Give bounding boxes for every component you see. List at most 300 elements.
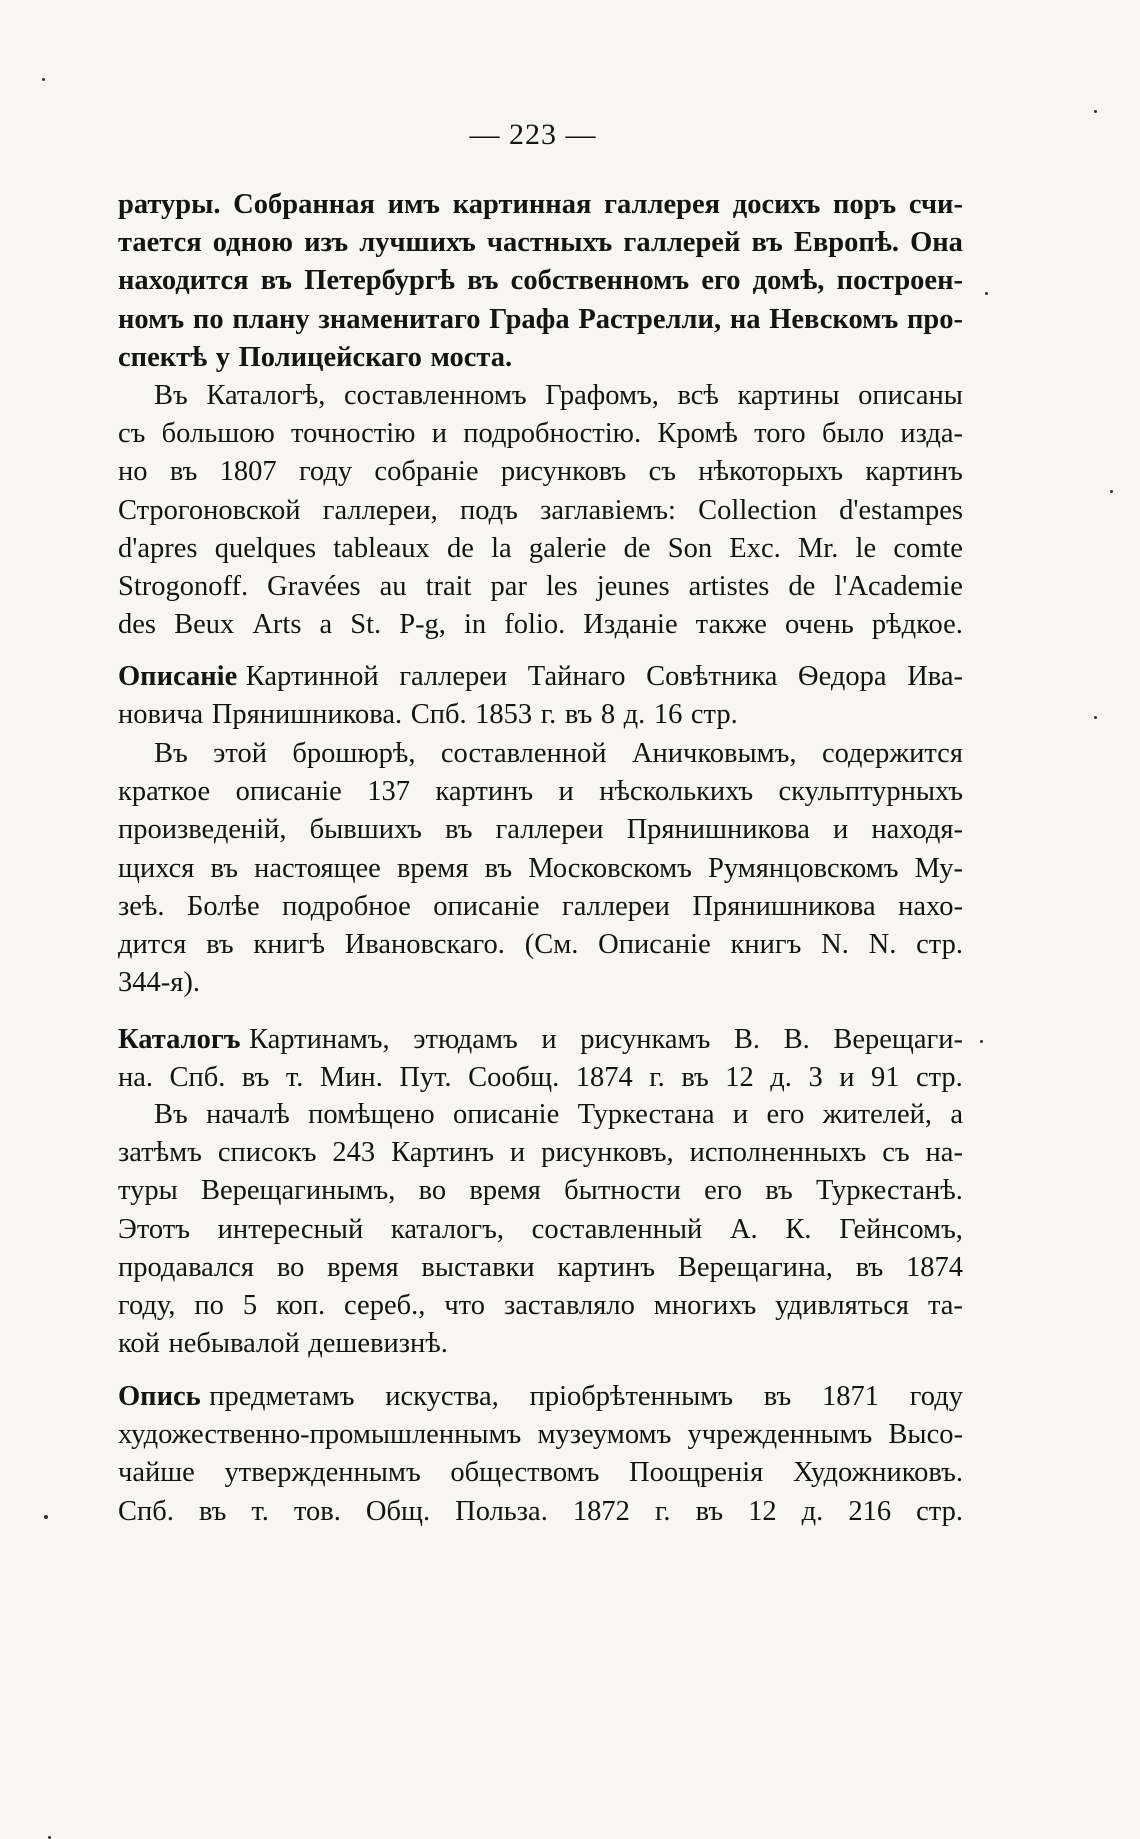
word: Му-	[914, 852, 963, 884]
word: затѣмъ	[118, 1137, 202, 1169]
word: книгѣ	[253, 928, 325, 960]
word: a	[319, 609, 333, 641]
word: время	[469, 1175, 541, 1207]
word: одною	[212, 227, 294, 259]
page-number: — 223 —	[469, 118, 597, 151]
word: скульптурныхъ	[778, 776, 963, 808]
word: знаменитаго	[318, 303, 481, 335]
text-line	[118, 773, 963, 811]
word: 1807	[219, 456, 277, 488]
text-line	[118, 1172, 963, 1210]
word: Невскомъ	[769, 303, 899, 335]
word: описаніе	[235, 776, 342, 808]
word: помѣщено	[308, 1099, 435, 1130]
word: въ	[855, 1251, 884, 1283]
word: дешевизнѣ.	[308, 1328, 448, 1360]
word: quelques	[214, 532, 317, 564]
word: очень	[785, 609, 854, 641]
word: Высо-	[888, 1419, 963, 1451]
word: во	[276, 1251, 305, 1283]
word: г.	[540, 699, 557, 731]
word: и	[732, 1099, 749, 1130]
word: Художниковъ.	[792, 1457, 963, 1489]
word: le	[855, 532, 877, 564]
word: также	[695, 609, 767, 641]
word: Сообщ.	[468, 1062, 560, 1094]
word: folio.	[504, 609, 566, 641]
word: Общ.	[365, 1495, 431, 1527]
word: выставки	[421, 1251, 535, 1283]
word: построен-	[836, 265, 963, 297]
word: 1874	[905, 1251, 963, 1283]
word: Картинной	[245, 661, 379, 692]
word: стр.	[690, 699, 738, 731]
word: 8	[600, 699, 616, 731]
text-line	[118, 377, 963, 415]
word: искуства,	[385, 1381, 499, 1412]
bibliography-entry-opisanie	[118, 658, 963, 734]
entry-title-line	[209, 1378, 963, 1416]
word: т.	[251, 1495, 269, 1527]
word: зеѣ.	[118, 890, 165, 922]
word: учрежденнымъ	[687, 1419, 873, 1451]
word: Туркестанѣ.	[815, 1175, 963, 1207]
word: de	[788, 570, 816, 602]
text-line	[118, 735, 963, 773]
word: Каталогѣ,	[206, 380, 326, 411]
word: собственномъ	[510, 265, 690, 297]
text-line	[118, 811, 963, 849]
word: Прянишникова	[692, 890, 876, 922]
word: имъ	[387, 189, 441, 220]
word: Болѣе	[187, 890, 260, 922]
word: подробностію.	[463, 418, 642, 450]
word: Поощренія	[629, 1457, 764, 1489]
word: нѣкоторыхъ	[698, 456, 843, 488]
bibliography-entry-opis	[118, 1378, 963, 1531]
entry-heading-line	[118, 1378, 963, 1416]
text-line	[118, 1096, 963, 1134]
word: Гейнсомъ,	[839, 1213, 963, 1245]
text-line	[118, 1416, 963, 1454]
word: Въ	[154, 1099, 188, 1130]
text-line	[118, 301, 963, 339]
word: щихся	[118, 852, 195, 884]
word: время	[396, 852, 469, 884]
word: Son	[667, 532, 713, 564]
word: сереб.,	[344, 1289, 426, 1321]
word: В.	[733, 1024, 761, 1055]
word: Московскомъ	[528, 852, 692, 884]
word: году	[298, 456, 353, 488]
word: жителей,	[822, 1099, 933, 1130]
word: чайше	[118, 1457, 195, 1489]
word: съ	[648, 456, 676, 488]
word: этюдамъ	[413, 1024, 518, 1055]
word: спектѣ	[118, 341, 208, 373]
word: N.	[821, 928, 849, 960]
word: т.	[285, 1062, 304, 1094]
scan-speck	[1094, 110, 1097, 113]
word: большою	[161, 418, 275, 450]
word: новича	[118, 699, 204, 731]
word: номъ	[118, 303, 185, 335]
word: Румянцовскомъ	[708, 852, 899, 884]
text-line	[118, 415, 963, 453]
scan-speck	[985, 292, 988, 295]
word: N.	[868, 928, 897, 960]
word: les	[546, 570, 578, 602]
word: утвержденнымъ	[224, 1457, 421, 1489]
word: Exc.	[729, 532, 781, 564]
word: Картинамъ,	[249, 1024, 390, 1055]
word: книгъ	[730, 928, 802, 960]
word: небывалой	[168, 1328, 300, 1360]
word: картинъ	[557, 1251, 656, 1283]
word: Растрелли,	[578, 303, 722, 335]
word: Ѳедора	[798, 661, 887, 692]
word: но	[118, 456, 148, 488]
word: 3	[808, 1062, 823, 1094]
word: д.	[801, 1495, 824, 1527]
word: находится	[118, 265, 249, 297]
word: 137	[367, 776, 410, 808]
word: de	[623, 532, 651, 564]
word: заглавіемъ:	[540, 494, 676, 526]
word: Ива-	[907, 661, 963, 692]
word: artistes	[688, 570, 770, 602]
text-line	[118, 339, 963, 377]
word: галлереи,	[322, 494, 438, 526]
word: Gravées	[267, 570, 361, 602]
entry-heading-line	[118, 658, 963, 696]
word: продавался	[118, 1251, 255, 1283]
word: картинъ	[435, 776, 534, 808]
word: составленной	[440, 738, 607, 769]
word: Мин.	[319, 1062, 383, 1094]
word: изда-	[900, 418, 963, 450]
word: д.	[770, 1062, 792, 1094]
text-line	[118, 850, 963, 888]
word: по	[194, 1289, 224, 1321]
word: картины	[737, 380, 840, 411]
entry-heading-line	[118, 1021, 963, 1059]
word: въ	[445, 814, 473, 846]
word: des	[118, 609, 156, 641]
text-line	[118, 888, 963, 926]
word: было	[821, 418, 885, 450]
word: 243	[332, 1137, 376, 1169]
word: Собранная	[233, 189, 375, 220]
word: туры	[118, 1175, 178, 1207]
word: и	[431, 418, 447, 450]
word: описаны	[858, 380, 963, 411]
word: время	[327, 1251, 399, 1283]
word: Аничковымъ,	[631, 738, 797, 769]
word: каталогъ,	[390, 1213, 504, 1245]
word: находя-	[871, 814, 963, 846]
word: въ	[695, 1495, 724, 1527]
word: домѣ,	[752, 265, 825, 297]
word: и	[839, 1062, 855, 1094]
text-line	[118, 530, 963, 568]
word: 1871	[822, 1381, 880, 1412]
word: Спб.	[118, 1495, 174, 1527]
word: точностію	[291, 418, 416, 450]
word: составленный	[531, 1213, 703, 1245]
word: галлереи	[495, 814, 604, 846]
word: и	[832, 814, 849, 846]
text-line	[118, 492, 963, 530]
word: моста.	[430, 341, 513, 373]
word: описаніе	[433, 890, 540, 922]
word: Туркестана	[577, 1099, 715, 1130]
word: на	[729, 303, 761, 335]
word: краткое	[118, 776, 211, 808]
word: произведеній,	[118, 814, 287, 846]
word: нахо-	[898, 890, 963, 922]
word: Петербургѣ	[304, 265, 455, 297]
word: стр.	[916, 1495, 963, 1527]
word: началѣ	[206, 1099, 290, 1130]
word: 12	[725, 1062, 754, 1094]
word: рисункамъ	[580, 1024, 711, 1055]
text-line	[118, 1059, 963, 1097]
word: въ	[467, 265, 499, 297]
word: его	[704, 1175, 742, 1207]
word: году,	[118, 1289, 176, 1321]
word: г.	[654, 1495, 671, 1527]
word: Прянишникова	[626, 814, 810, 846]
word: Изданіе	[583, 609, 678, 641]
word: Collection	[698, 494, 817, 526]
paragraph-brochure-description	[118, 735, 963, 1002]
text-line	[118, 696, 963, 734]
word: in	[464, 609, 487, 641]
scan-speck	[980, 1040, 983, 1043]
word: 344-я).	[118, 967, 200, 999]
word: стр.	[915, 1062, 963, 1094]
word: tableaux	[333, 532, 430, 564]
word: картинная	[452, 189, 592, 220]
text-line	[118, 224, 963, 262]
word: подъ	[459, 494, 518, 526]
word: Спб.	[410, 699, 467, 731]
word: лучшихъ	[359, 227, 476, 259]
word: счи-	[908, 189, 963, 220]
word: по	[192, 303, 224, 335]
word: про-	[906, 303, 963, 335]
word: Европѣ.	[793, 227, 900, 259]
word: бывшихъ	[309, 814, 422, 846]
word: частныхъ	[486, 227, 613, 259]
word: comte	[893, 532, 963, 564]
text-line	[118, 453, 963, 491]
word: нѣсколькихъ	[599, 776, 754, 808]
word: jeunes	[596, 570, 670, 602]
scan-speck	[1094, 716, 1097, 719]
text-line	[118, 1454, 963, 1492]
word: подробное	[282, 890, 411, 922]
word: l'Academie	[834, 570, 963, 602]
text-line	[118, 1493, 963, 1531]
word: въ	[564, 699, 593, 731]
word: что	[444, 1289, 485, 1321]
word: настоящее	[254, 852, 381, 884]
word: заставляло	[503, 1289, 635, 1321]
word: рѣдкое.	[871, 609, 963, 641]
word: 16	[653, 699, 683, 731]
word: Полицейскаго	[238, 341, 422, 373]
word: галлерей	[623, 227, 741, 259]
word: брошюрѣ,	[292, 738, 416, 769]
entry-title-line	[246, 658, 963, 696]
word: par	[490, 570, 527, 602]
text-line	[118, 1287, 963, 1325]
word: та-	[927, 1289, 963, 1321]
word: на.	[118, 1062, 154, 1094]
word: картинъ	[865, 456, 963, 488]
word: въ	[260, 265, 293, 297]
word: году	[909, 1381, 963, 1412]
word: Прянишникова.	[211, 699, 403, 731]
word: Графа	[489, 303, 570, 335]
word: поръ	[833, 189, 897, 220]
word: la	[491, 532, 512, 564]
entry-lead-word: Опись	[118, 1381, 201, 1412]
word: Въ	[154, 738, 188, 769]
word: пріобрѣтеннымъ	[529, 1381, 733, 1412]
word: тов.	[293, 1495, 341, 1527]
word: galerie	[528, 532, 607, 564]
word: Mr.	[797, 532, 839, 564]
word: галлереи	[562, 890, 670, 922]
word: 216	[848, 1495, 892, 1527]
word: бытности	[564, 1175, 681, 1207]
word: списокъ	[217, 1137, 317, 1169]
word: содержится	[821, 738, 963, 769]
word: Этотъ	[118, 1213, 190, 1245]
word: trait	[425, 570, 472, 602]
entry-lead-word: Каталогъ	[118, 1024, 241, 1055]
word: всѣ	[677, 380, 719, 411]
word: (См.	[524, 928, 579, 960]
scan-speck	[1110, 490, 1113, 493]
word: составленномъ	[343, 380, 527, 411]
entry-title-line	[249, 1021, 963, 1059]
word: Она	[910, 227, 963, 259]
word: Графомъ,	[545, 380, 659, 411]
word: Beux	[174, 609, 235, 641]
text-line	[118, 1211, 963, 1249]
word: предметамъ	[209, 1381, 355, 1412]
word: К.	[785, 1213, 812, 1245]
word: В.	[783, 1024, 810, 1055]
word: галлереи	[399, 661, 508, 692]
word: интересный	[217, 1213, 364, 1245]
word: Верещаги-	[833, 1024, 963, 1055]
word: Ивановскаго.	[344, 928, 505, 960]
word: Строгоновской	[118, 494, 301, 526]
text-line	[118, 606, 963, 644]
word: Польза.	[455, 1495, 548, 1527]
word: въ	[210, 852, 238, 884]
word: на-	[925, 1137, 963, 1169]
word: и	[509, 1137, 526, 1169]
paragraph-vereshchagin-description	[118, 1096, 963, 1363]
word: St.	[350, 609, 382, 641]
word: au	[379, 570, 407, 602]
word: въ	[198, 1495, 227, 1527]
word: удивляться	[775, 1289, 909, 1321]
word: въ	[206, 928, 234, 960]
text-line	[118, 1249, 963, 1287]
word: стр.	[916, 928, 963, 960]
word: его	[701, 265, 741, 297]
word: въ	[751, 227, 783, 259]
word: и	[541, 1024, 557, 1055]
word: галлерея	[604, 189, 721, 220]
word: Въ	[154, 380, 188, 411]
word: въ	[484, 852, 513, 884]
word: дится	[118, 928, 187, 960]
word: г.	[649, 1062, 665, 1094]
text-line	[118, 186, 963, 224]
word: Спб.	[169, 1062, 226, 1094]
word: de	[447, 532, 474, 564]
word: исполненныхъ	[689, 1137, 867, 1169]
word: въ	[169, 456, 198, 488]
word: обществомъ	[450, 1457, 600, 1489]
word: а	[950, 1099, 963, 1130]
word: въ	[763, 1381, 792, 1412]
word: 1872	[572, 1495, 630, 1527]
word: Тайнаго	[527, 661, 626, 692]
word: 5	[242, 1289, 258, 1321]
word: въ	[765, 1175, 793, 1207]
entry-lead-word: Описаніе	[118, 661, 238, 692]
word: Пут.	[399, 1062, 452, 1094]
word: d'apres	[118, 532, 198, 564]
text-line	[118, 1325, 963, 1363]
paragraph-catalogue-description	[118, 377, 963, 644]
word: собраніе	[374, 456, 479, 488]
word: во	[418, 1175, 447, 1207]
word: 91	[870, 1062, 900, 1094]
word: тается	[118, 227, 202, 259]
word: ратуры.	[118, 189, 221, 220]
word: Кромѣ	[657, 418, 738, 450]
word: d'estampes	[839, 494, 963, 526]
word: у	[215, 341, 231, 373]
word: кой	[118, 1328, 160, 1360]
word: досихъ	[732, 189, 821, 220]
word: художественно-промышленнымъ	[118, 1419, 522, 1451]
word: 12	[748, 1495, 777, 1527]
word: Верещагинымъ,	[200, 1175, 396, 1207]
paragraph-continuation	[118, 186, 963, 377]
word: Картинъ	[391, 1137, 494, 1169]
bibliography-entry-katalog	[118, 1021, 963, 1097]
word: д.	[623, 699, 646, 731]
word: 1853	[475, 699, 533, 731]
word: многихъ	[653, 1289, 757, 1321]
scan-speck	[42, 78, 45, 81]
word: его	[766, 1099, 805, 1130]
word: Верещагина,	[677, 1251, 833, 1283]
word: А.	[729, 1213, 758, 1245]
word: рисунковъ,	[541, 1137, 674, 1169]
